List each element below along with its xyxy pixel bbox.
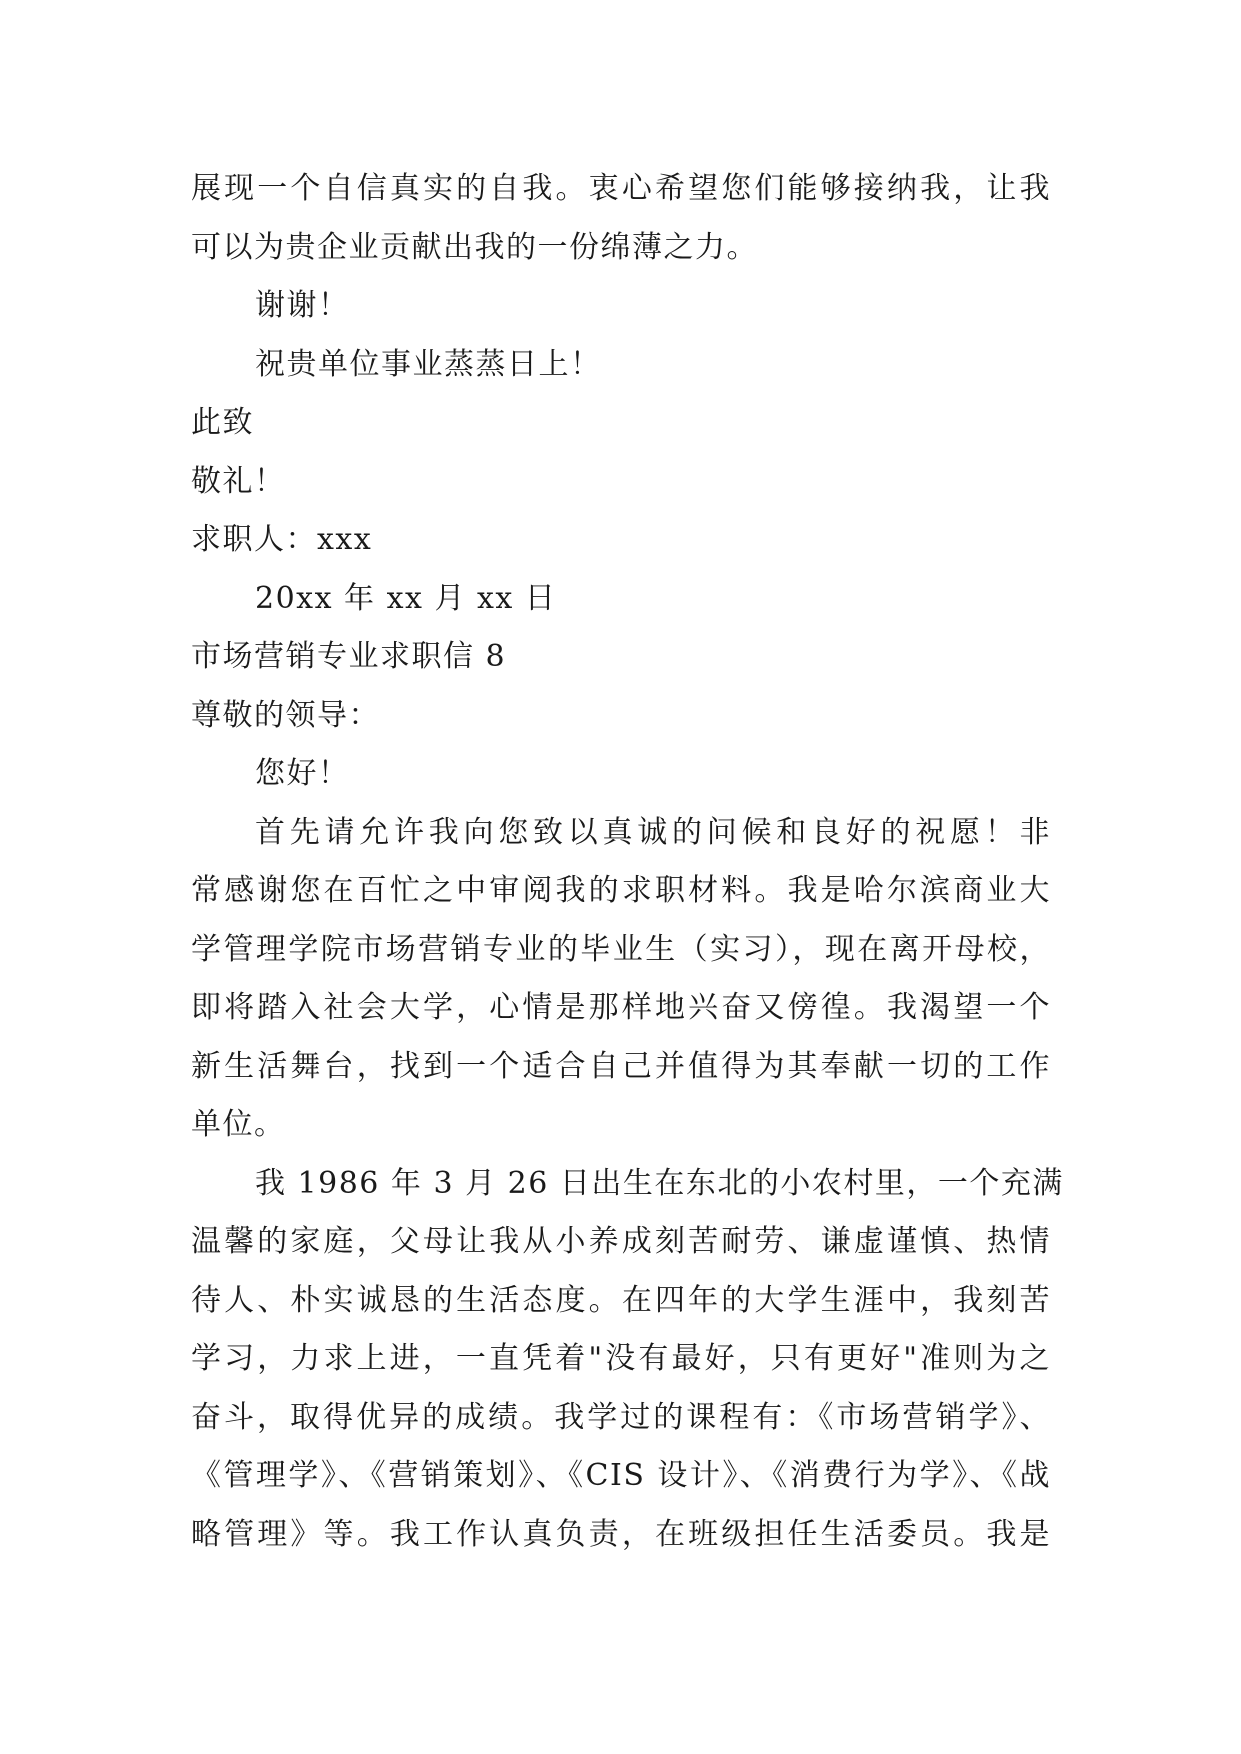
text-line: 可以为贵企业贡献出我的一份绵薄之力。 — [191, 229, 758, 265]
text-line: 首先请允许我向您致以真诚的问候和良好的祝愿！非 — [255, 814, 1051, 850]
text-line: 谢谢！ — [255, 288, 350, 323]
text-line: 您好！ — [255, 756, 350, 791]
text-line: 常感谢您在百忙之中审阅我的求职材料。我是哈尔滨商业大 — [191, 873, 1051, 908]
letter-body — [191, 160, 1064, 1564]
text-line: 展现一个自信真实的自我。衷心希望您们能够接纳我，让我 — [191, 171, 1051, 206]
text-line: 奋斗，取得优异的成绩。我学过的课程有：《市场营销学》、 — [191, 1399, 1051, 1435]
text-line: 市场营销专业求职信 8 — [191, 639, 507, 674]
text-line: 略管理》等。我工作认真负责，在班级担任生活委员。我是 — [191, 1516, 1051, 1552]
text-line: 敬礼！ — [191, 463, 286, 499]
text-line: 我 1986 年 3 月 26 日出生在东北的小农村里，一个充满 — [255, 1165, 1064, 1201]
text-line: 20xx 年 xx 月 xx 日 — [255, 580, 557, 616]
text-line: 新生活舞台，找到一个适合自己并值得为其奉献一切的工作 — [191, 1048, 1051, 1084]
text-line: 此致 — [191, 405, 254, 440]
text-line: 尊敬的领导： — [191, 697, 380, 733]
text-line: 学管理学院市场营销专业的毕业生（实习），现在离开母校， — [191, 931, 1051, 967]
text-line: 待人、朴实诚恳的生活态度。在四年的大学生涯中，我刻苦 — [191, 1282, 1051, 1318]
text-line: 即将踏入社会大学，心情是那样地兴奋又傍徨。我渴望一个 — [191, 990, 1051, 1025]
text-line: 求职人：xxx — [191, 522, 373, 557]
text-line: 祝贵单位事业蒸蒸日上！ — [255, 346, 602, 382]
text-line: 单位。 — [191, 1107, 286, 1142]
text-line: 《管理学》、《营销策划》、《CIS 设计》、《消费行为学》、《战 — [191, 1458, 1051, 1493]
text-line: 温馨的家庭，父母让我从小养成刻苦耐劳、谦虚谨慎、热情 — [191, 1224, 1051, 1259]
text-line: 学习，力求上进，一直凭着"没有最好，只有更好"准则为之 — [191, 1341, 1051, 1376]
